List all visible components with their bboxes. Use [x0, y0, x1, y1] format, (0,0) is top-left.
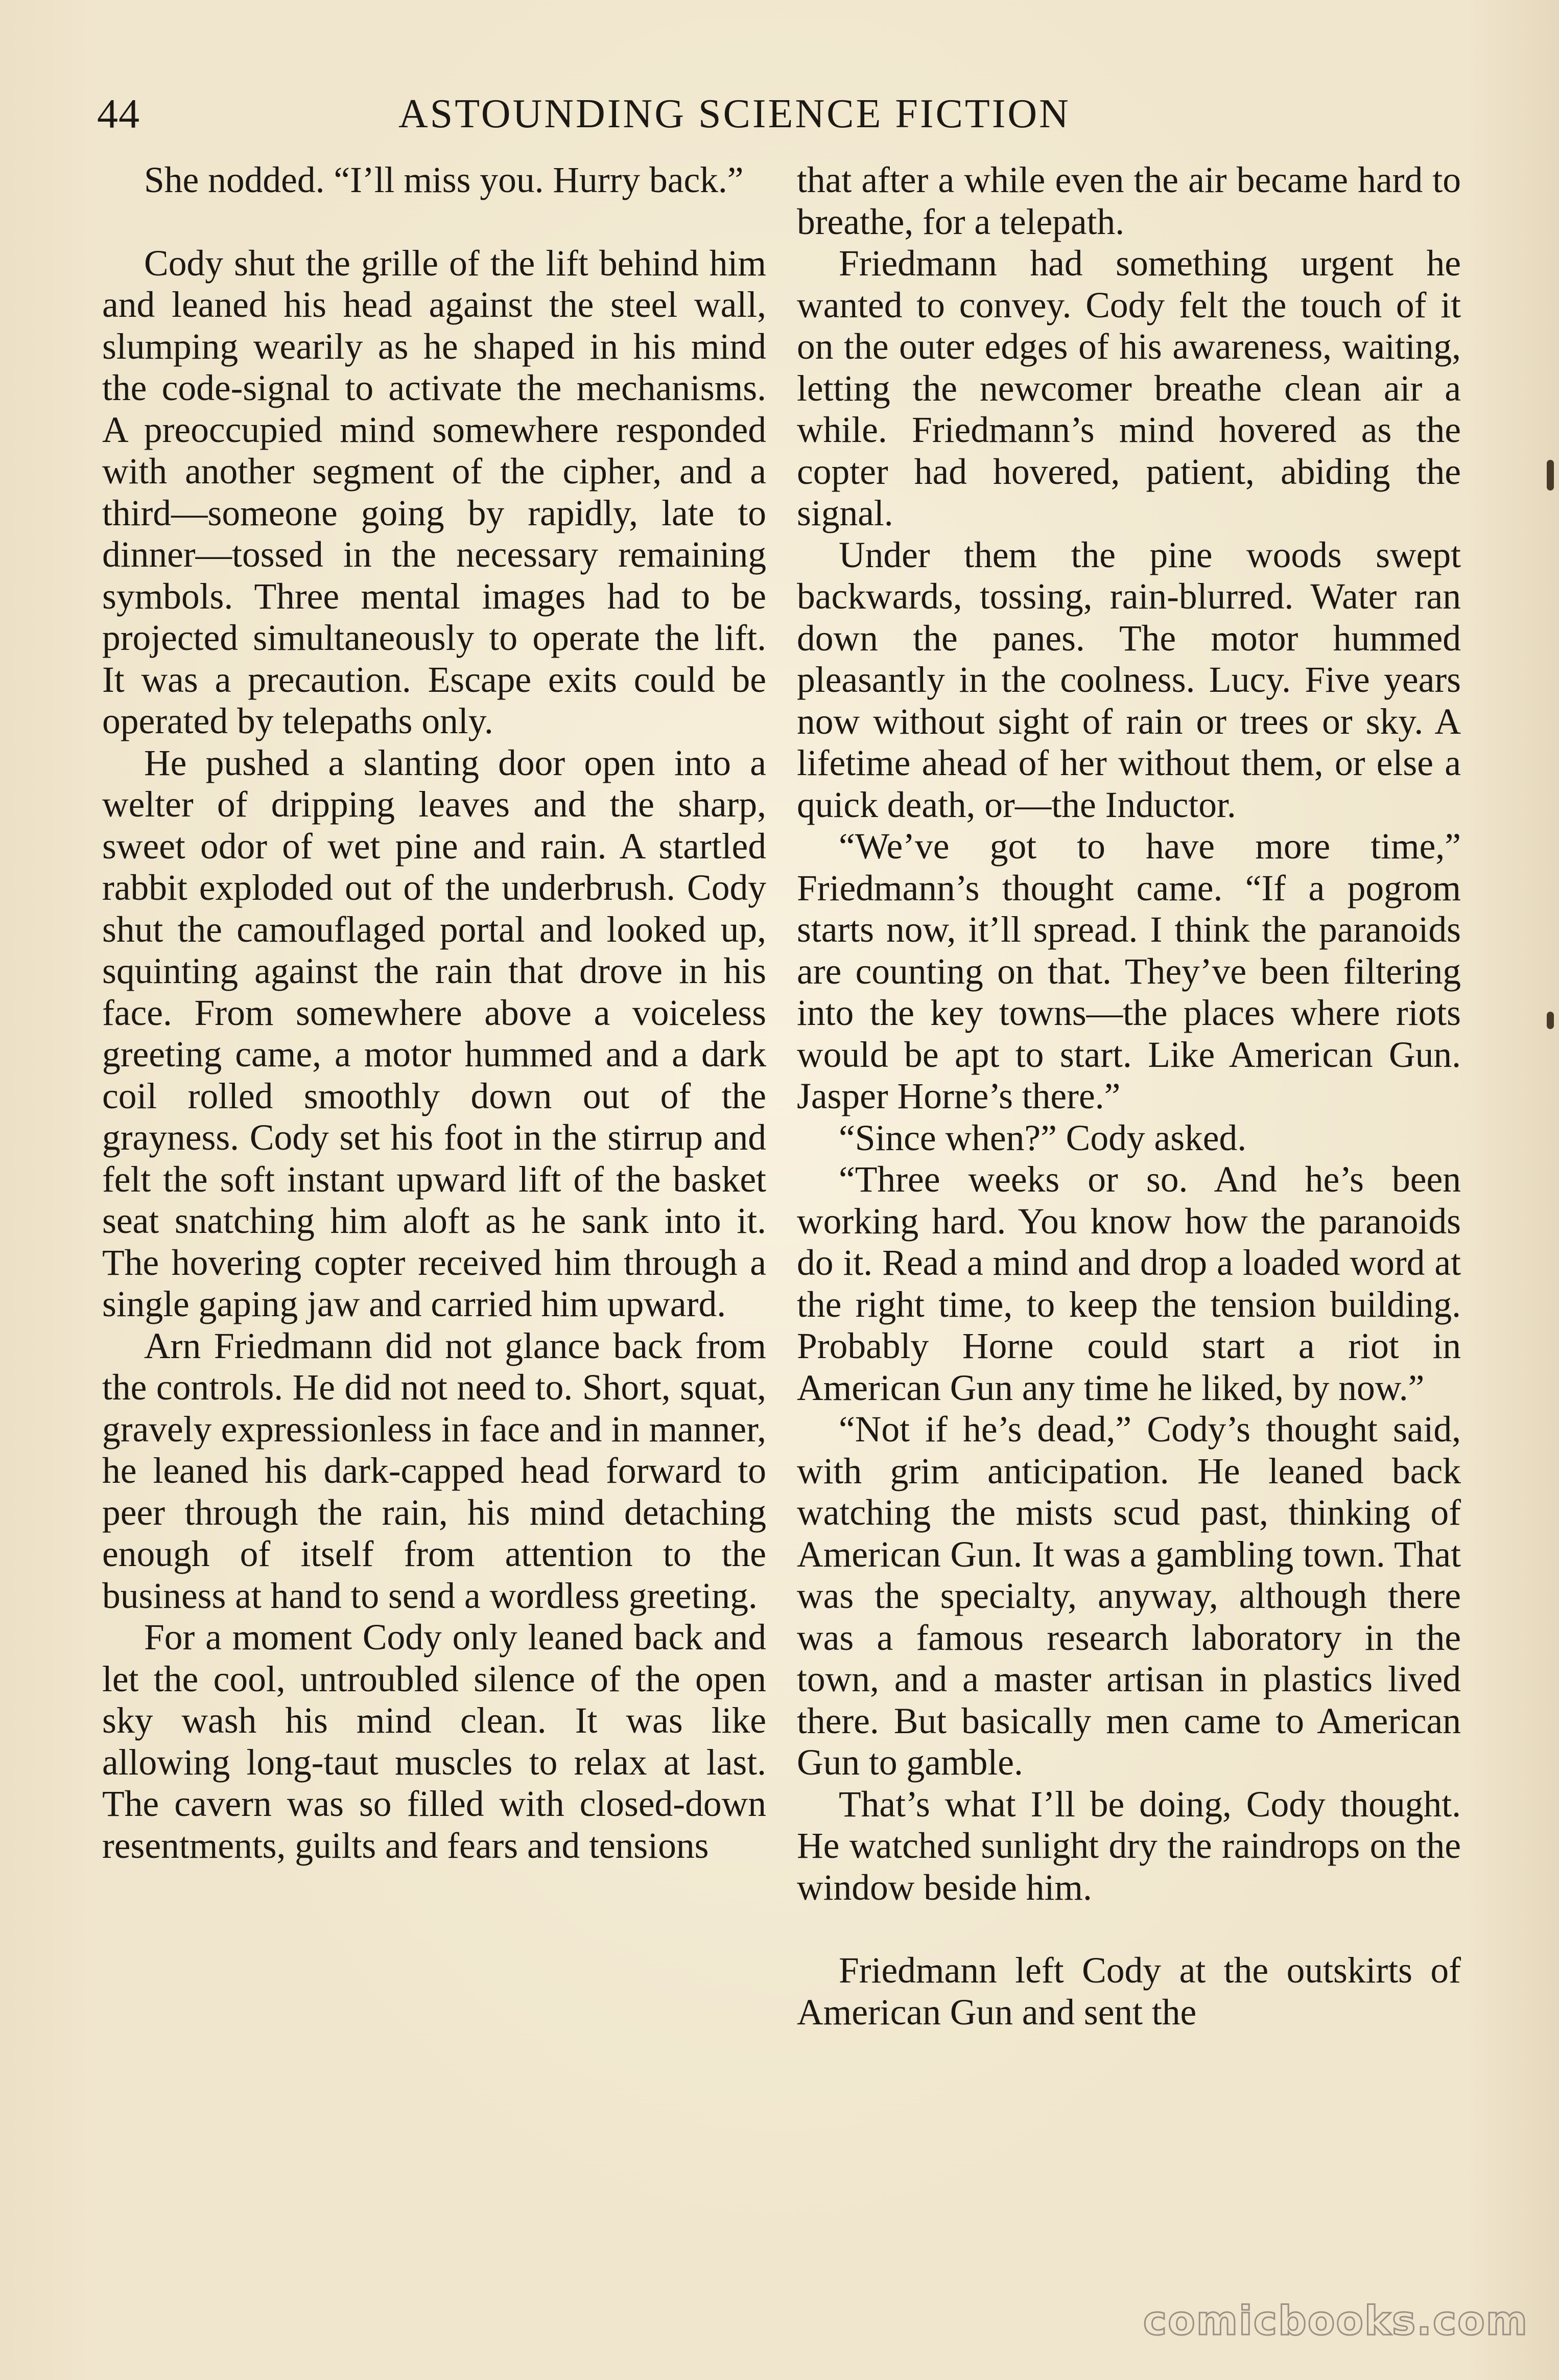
right-column: [797, 159, 1461, 2033]
paragraph: Arn Friedmann did not glance back from the controls. He did not need to. Short, squat, gravely expressionless in face and in manner, he leaned his dark-capped head forward to peer through the rain, his mind detaching enough of itself from attention to the business at hand to send a wordless greeting.: [102, 1325, 766, 1616]
paragraph: “We’ve got to have more time,” Friedmann’s thought came. “If a pogrom starts now, it’ll spread. I think the paranoids are counting on that. They’ve been filtering into the key towns—the places where riots would be apt to start. Like American Gun. Jasper Horne’s there.”: [797, 826, 1461, 1116]
paragraph: That’s what I’ll be doing, Cody thought. He watched sunlight dry the raindrops on the window beside him.: [797, 1784, 1461, 1908]
paragraph: He pushed a slanting door open into a welter of dripping leaves and the sharp, sweet odor of wet pine and rain. A startled rabbit exploded out of the underbrush. Cody shut the camouflaged portal and looked up, squinting against the rain that drove in his face. From somewhere above a voiceless greeting came, a motor hummed and a dark coil rolled smoothly down out of the grayness. Cody set his foot in the stirrup and felt the soft instant upward lift of the basket seat snatching him aloft as he sank into it. The hovering copter received him through a single gaping jaw and carried him upward.: [102, 742, 766, 1324]
paragraph: Friedmann had something urgent he wanted to convey. Cody felt the touch of it on the outer edges of his awareness, waiting, letting the newcomer breathe clean air a while. Friedmann’s mind hovered as the copter had hovered, patient, abiding the signal.: [797, 243, 1461, 533]
paragraph: “Since when?” Cody asked.: [839, 1117, 1247, 1158]
paragraph: “Three weeks or so. And he’s been working hard. You know how the paranoids do it. Read a mind and drop a loaded word at the right time, to keep the tension building. Probably Horne could start a riot in American Gun any time he liked, by now.”: [797, 1159, 1461, 1408]
paragraph: Cody shut the grille of the lift behind him and leaned his head against the steel wall, slumping wearily as he shaped in his mind the code-signal to activate the mechanisms. A preoccupied mind somewhere responded with another segment of the cipher, and a third—someone going by rapidly, late to dinner—tossed in the necessary remaining symbols. Three mental images had to be projected simultaneously to operate the lift. It was a precaution. Escape exits could be operated by telepaths only.: [102, 243, 766, 741]
paragraph: She nodded. “I’ll miss you. Hurry back.”: [144, 160, 744, 200]
left-column: [102, 159, 766, 1866]
page-edge-mark: [1547, 1012, 1554, 1029]
watermark: comicbooks.com: [1143, 2298, 1528, 2344]
page-number: 44: [97, 90, 140, 137]
paragraph: For a moment Cody only leaned back and let the cool, untroubled silence of the open sky wash his mind clean. It was like allowing long-taut muscles to relax at last. The cavern was so filled with closed-down resentments, guilts and fears and tensions: [102, 1617, 766, 1866]
paragraph: that after a while even the air became hard to breathe, for a telepath.: [797, 160, 1461, 242]
paragraph: Under them the pine woods swept backwards, tossing, rain-blurred. Water ran down the panes. The motor hummed pleasantly in the coolness. Lucy. Five years now without sight of rain or trees or sky. A lifetime ahead of her without them, or else a quick death, or—the Inductor.: [797, 534, 1461, 825]
paragraph: “Not if he’s dead,” Cody’s thought said, with grim anticipation. He leaned back watching the mists scud past, thinking of American Gun. It was a gambling town. That was the specialty, anyway, although there was a famous research laboratory in the town, and a master artisan in plastics lived there. But basically men came to American Gun to gamble.: [797, 1409, 1461, 1783]
running-title: ASTOUNDING SCIENCE FICTION: [398, 91, 1071, 136]
paragraph: Friedmann left Cody at the outskirts of American Gun and sent the: [797, 1950, 1461, 2033]
page-header: [97, 86, 1462, 142]
page-edge-mark: [1547, 460, 1554, 491]
